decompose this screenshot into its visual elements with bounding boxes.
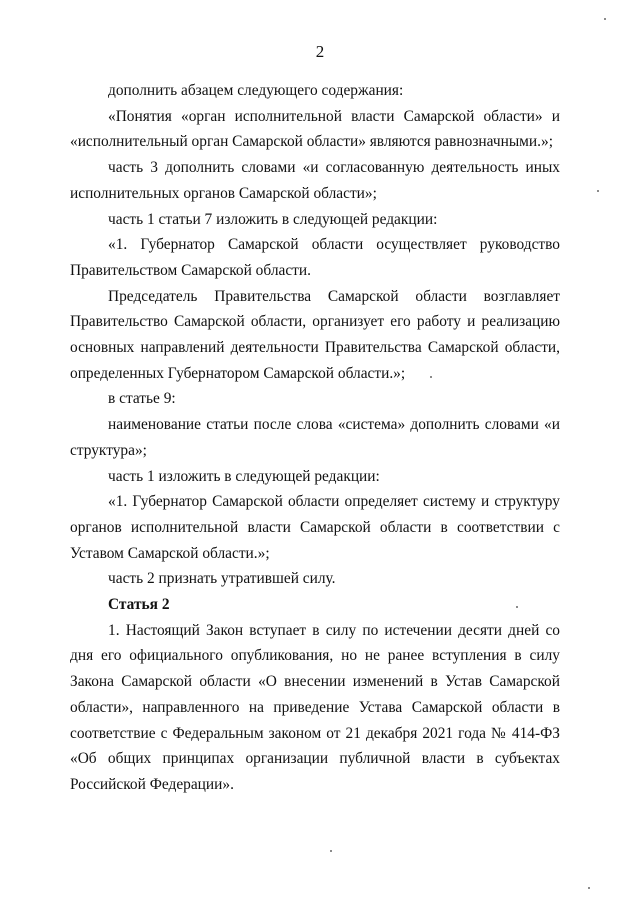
paragraph: «Понятия «орган исполнительной власти Самарской области» и «исполнительный орган Самарской области» являются равнозначными.»; [70,107,560,151]
paragraph: часть 3 дополнить словами «и согласованную деятельность иных исполнительных органов Самарской области»; [70,159,560,202]
page-number: 2 [315,42,325,61]
paragraph: «1. Губернатор Самарской области определяет систему и структуру органов исполнительной власти Самарской области в соответствии с Уставом Самарской области.»; [70,493,560,562]
scan-speck [588,887,590,889]
scan-speck [330,850,332,852]
paragraph: часть 1 изложить в следующей редакции: [108,467,380,485]
scan-speck [597,190,599,192]
article-heading: Статья 2 [108,596,170,614]
document-body [70,78,560,798]
paragraph: дополнить абзацем следующего содержания: [108,82,404,99]
scan-speck [430,376,432,378]
paragraph: Председатель Правительства Самарской области возглавляет Правительство Самарской области, организует его работу и реализацию основных направлений деятельности Правительства Самарской области, определенных Губернатором Самарской области.»; [70,287,560,382]
paragraph: в статье 9: [108,390,176,408]
paragraph: наименование статьи после слова «система» дополнить словами «и структура»; [70,416,560,459]
paragraph: «1. Губернатор Самарской области осуществляет руководство Правительством Самарской области. [70,236,560,279]
paragraph: 1. Настоящий Закон вступает в силу по истечении десяти дней со дня его официального опубликования, но не ранее вступления в силу Закона Самарской области «О внесении изменений в Устав Самарской области», направленного на приведение Устава Самарской области в соответствие с Федеральным законом от 21 декабря 2021 года № 414-ФЗ «Об общих принципах организации публичной власти в субъектах Российской Федерации». [70,621,560,793]
paragraph: часть 1 статьи 7 изложить в следующей редакции: [108,210,438,228]
scan-speck [604,18,606,20]
scan-speck [516,606,518,608]
paragraph: часть 2 признать утратившей силу. [108,570,336,588]
